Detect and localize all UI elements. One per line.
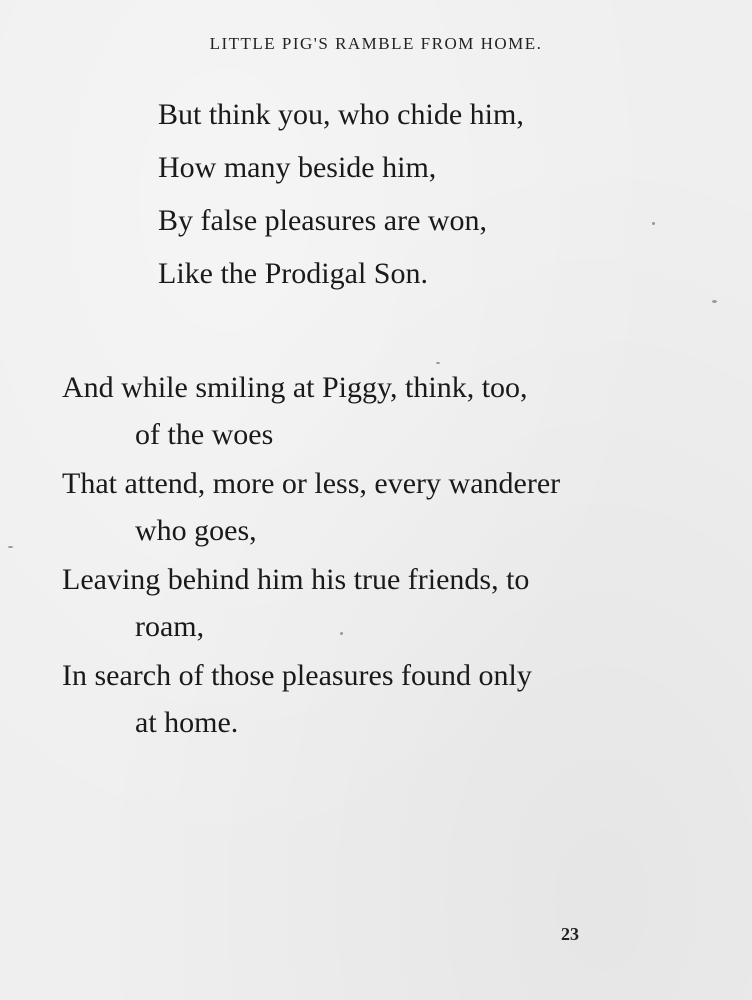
verse (62, 556, 702, 650)
verse (62, 364, 702, 458)
verse-line: By false pleasures are won, (158, 204, 488, 237)
verse-line-turnover: who goes, (135, 514, 257, 547)
paper-speck (436, 362, 440, 364)
paper-speck (652, 222, 655, 225)
verse-line: That attend, more or less, every wanderer (62, 467, 561, 500)
paper-speck (340, 632, 343, 635)
paper-speck (712, 300, 717, 303)
stanza-two (62, 364, 702, 746)
page-number: 23 (561, 924, 579, 944)
verse (62, 652, 702, 746)
verse-line: And while smiling at Piggy, think, too, (62, 371, 528, 404)
paper-speck (8, 546, 13, 548)
verse-line: Like the Prodigal Son. (158, 257, 428, 290)
stanza-one (158, 88, 718, 300)
running-head: LITTLE PIG'S RAMBLE FROM HOME. (209, 34, 543, 53)
verse (62, 460, 702, 554)
verse-line-turnover: at home. (135, 706, 239, 739)
verse-line: Leaving behind him his true friends, to (62, 563, 530, 596)
verse-line-turnover: roam, (135, 610, 205, 643)
verse-line-turnover: of the woes (135, 418, 274, 451)
verse-line: In search of those pleasures found only (62, 659, 532, 692)
verse-line: But think you, who chide him, (158, 98, 524, 131)
verse-line: How many beside him, (158, 151, 437, 184)
